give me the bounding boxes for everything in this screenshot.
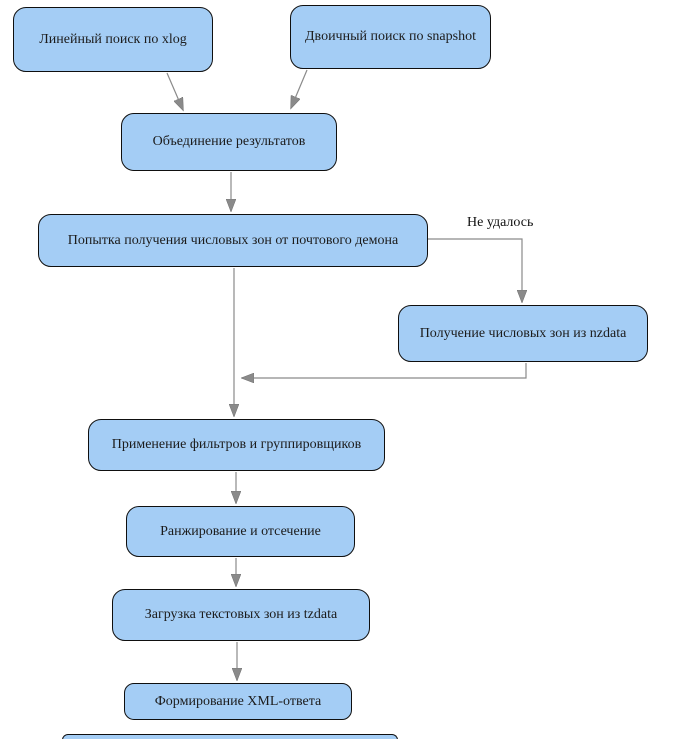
edge-binary-to-merge — [291, 70, 307, 108]
node-apply-filters-groupers: Применение фильтров и группировщиков — [88, 419, 385, 471]
node-partial-bottom — [62, 734, 398, 739]
edge-try-to-nzdata — [428, 239, 522, 302]
node-load-text-zones-tzdata: Загрузка текстовых зон из tzdata — [112, 589, 370, 641]
node-linear-search-xlog: Линейный поиск по xlog — [13, 7, 213, 72]
node-try-numeric-zones-mail-daemon: Попытка получения числовых зон от почтового демона — [38, 214, 428, 267]
node-merge-results: Объединение результатов — [121, 113, 337, 171]
node-binary-search-snapshot: Двоичный поиск по snapshot — [290, 5, 491, 69]
node-numeric-zones-from-nzdata: Получение числовых зон из nzdata — [398, 305, 648, 362]
edge-linear-to-merge — [167, 73, 183, 110]
node-ranking-cutoff: Ранжирование и отсечение — [126, 506, 355, 557]
edge-label-failed: Не удалось — [467, 215, 534, 230]
node-form-xml-response: Формирование XML-ответа — [124, 683, 352, 720]
edge-nzdata-to-filters — [242, 363, 526, 378]
